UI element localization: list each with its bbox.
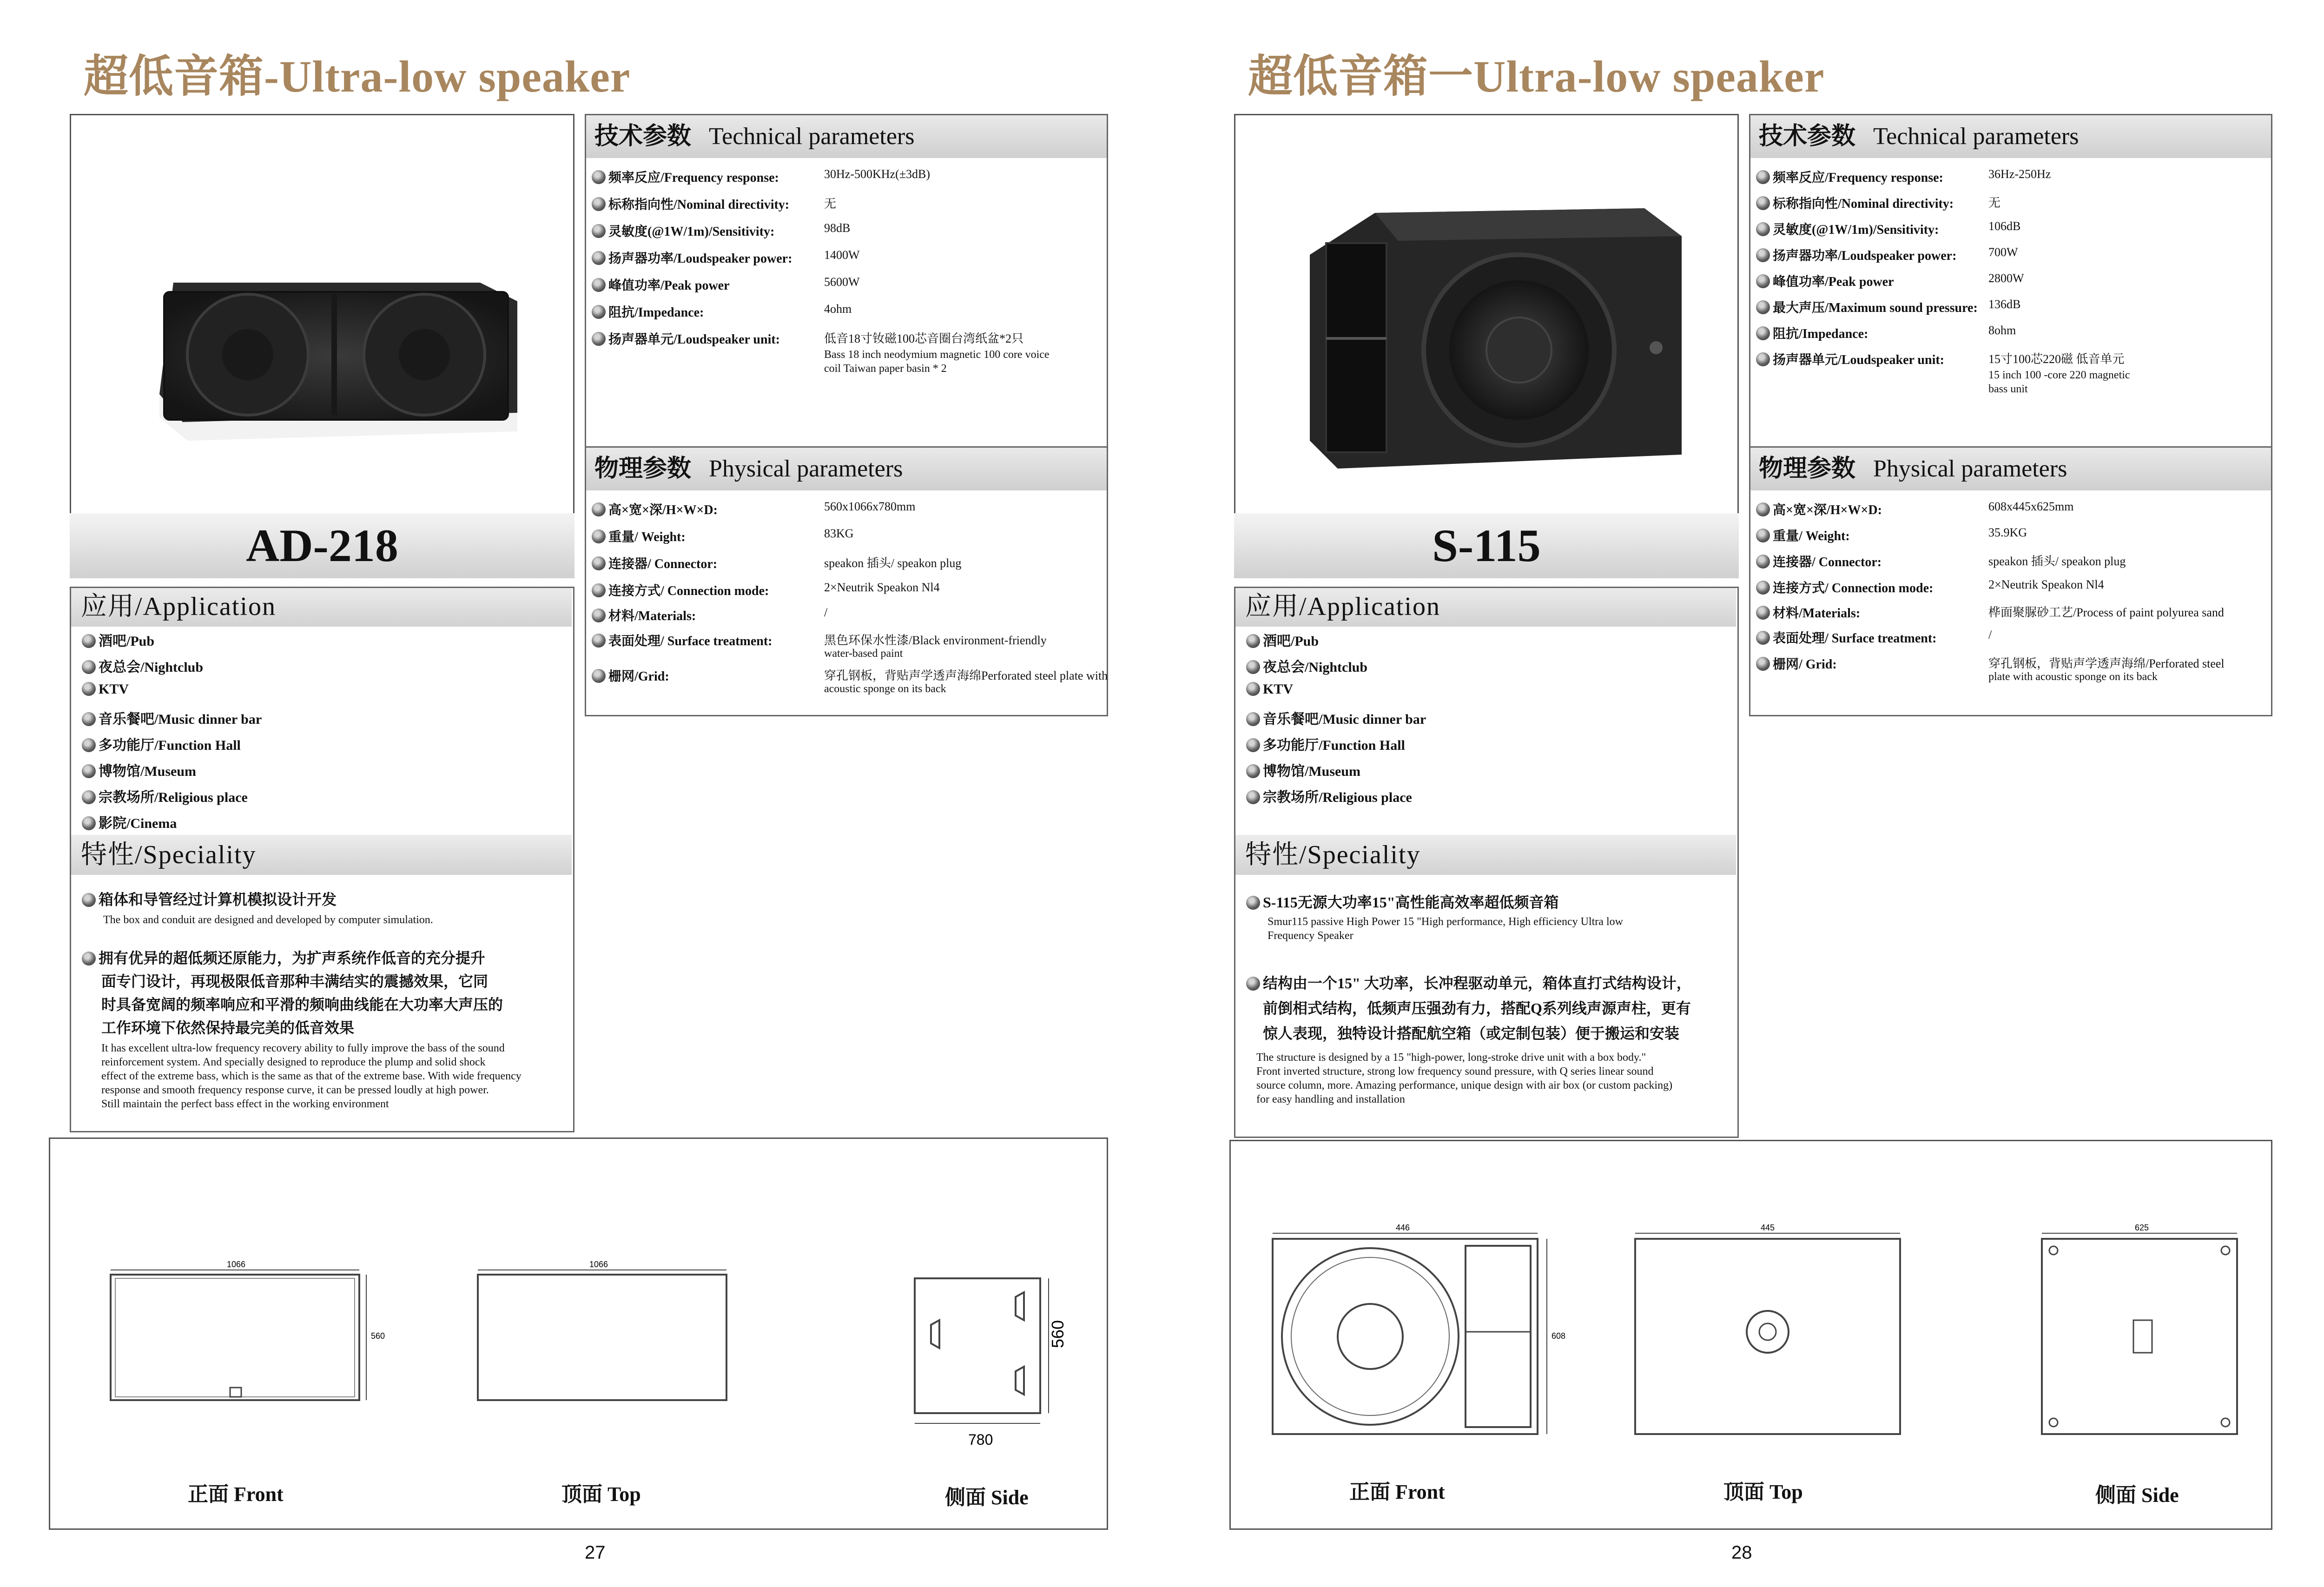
param-row: 标称指向性/Nominal directivity: 无 bbox=[592, 194, 789, 213]
speciality-en-line: response and smooth frequency response curve, it can be pressed loudly at high power. bbox=[101, 1084, 489, 1096]
physical-parameters-header bbox=[1750, 448, 2271, 490]
bullet-icon bbox=[1756, 326, 1770, 340]
param-row: 最大声压/Maximum sound pressure: 136dB bbox=[1756, 298, 1978, 316]
bullet-icon bbox=[1756, 657, 1770, 671]
bullet-icon bbox=[592, 608, 606, 622]
param-row: 连接方式/ Connection mode: 2×Neutrik Speakon Nl4 bbox=[1756, 578, 1933, 596]
side-height-dim: 560 bbox=[1048, 1320, 1067, 1348]
top-view-outline bbox=[1635, 1239, 1900, 1434]
param-row: 材料/Materials: / bbox=[592, 606, 696, 624]
application-item: 宗教场所/Religious place bbox=[1246, 786, 1412, 806]
dimension-drawings bbox=[49, 1137, 1108, 1530]
bullet-icon bbox=[1756, 248, 1770, 262]
technical-parameters-header bbox=[586, 115, 1107, 158]
speciality-point-en: The box and conduit are designed and developed by computer simulation. bbox=[103, 914, 433, 926]
bullet-icon bbox=[592, 197, 606, 211]
bullet-icon bbox=[1246, 682, 1260, 696]
bullet-icon bbox=[82, 682, 96, 696]
speciality-en-line: Front inverted structure, strong low frequency sound pressure, with Q series linear sound bbox=[1256, 1065, 1654, 1078]
top-view-label: 顶面 Top bbox=[1723, 1481, 1803, 1503]
speciality-en-line: The structure is designed by a 15 "high-power, long-stroke drive unit with a box body." bbox=[1256, 1051, 1646, 1064]
param-row: 材料/Materials: 桦面聚脲砂工艺/Process of paint polyurea sand bbox=[1756, 603, 1860, 622]
unit-detail-line: coil Taiwan paper basin * 2 bbox=[824, 363, 947, 375]
application-item: 多功能厅/Function Hall bbox=[82, 734, 241, 754]
bullet-icon bbox=[1756, 170, 1770, 184]
model-name: AD-218 bbox=[70, 513, 574, 578]
front-width-dim: 446 bbox=[1396, 1223, 1410, 1232]
top-width-dim: 1066 bbox=[589, 1260, 608, 1269]
bullet-icon bbox=[82, 738, 96, 752]
bullet-icon bbox=[82, 952, 96, 965]
param-row: 扬声器功率/Loudspeaker power: 700W bbox=[1756, 245, 1956, 264]
param-row: 频率反应/Frequency response: 36Hz-250Hz bbox=[1756, 167, 1943, 186]
speciality-en-line: Frequency Speaker bbox=[1268, 930, 1353, 942]
param-row: 连接器/ Connector: speakon 插头/ speakon plug bbox=[1756, 552, 1882, 570]
param-row: 连接方式/ Connection mode: 2×Neutrik Speakon Nl4 bbox=[592, 581, 769, 599]
application-item: 夜总会/Nightclub bbox=[82, 655, 203, 676]
bullet-icon bbox=[592, 251, 606, 265]
front-width-dim: 1066 bbox=[227, 1260, 246, 1269]
grid-detail-line: acoustic sponge on its back bbox=[824, 683, 946, 695]
bullet-icon bbox=[1756, 503, 1770, 516]
page-title: 超低音箱-Ultra-low speaker bbox=[84, 52, 631, 101]
param-row: 扬声器单元/Loudspeaker unit: 15寸100芯220磁 低音单元 bbox=[1756, 350, 1944, 368]
model-name: S-115 bbox=[1234, 513, 1739, 578]
product-photo bbox=[1234, 114, 1739, 516]
bullet-icon bbox=[1246, 896, 1260, 910]
surface-detail-line: water-based paint bbox=[824, 648, 903, 660]
bullet-icon bbox=[1246, 738, 1260, 752]
bullet-icon bbox=[1756, 606, 1770, 620]
speaker-s115-image bbox=[1235, 115, 1737, 514]
drawing-canvas bbox=[50, 1139, 1107, 1528]
bullet-icon bbox=[82, 893, 96, 907]
bullet-icon bbox=[592, 305, 606, 319]
param-row: 栅网/ Grid: 穿孔钢板，背贴声学透声海绵/Perforated steel bbox=[1756, 654, 1837, 673]
application-item: 音乐餐吧/Music dinner bar bbox=[82, 708, 262, 728]
bullet-icon bbox=[1756, 631, 1770, 645]
bullet-icon bbox=[592, 170, 606, 184]
bullet-icon bbox=[82, 712, 96, 726]
front-view-label: 正面 Front bbox=[1349, 1481, 1445, 1503]
param-row: 标称指向性/Nominal directivity: 无 bbox=[1756, 193, 1954, 212]
param-row: 重量/ Weight: 35.9KG bbox=[1756, 526, 1850, 544]
application-item: 博物馆/Museum bbox=[82, 760, 196, 780]
bullet-icon bbox=[592, 556, 606, 570]
application-item: KTV bbox=[1246, 681, 1293, 697]
speciality-point-line: 惊人表现，独特设计搭配航空箱（或定制包装）便于搬运和安装 bbox=[1263, 1025, 1680, 1042]
param-row: 阻抗/Impedance: 4ohm bbox=[592, 302, 704, 321]
speciality-en-line: source column, more. Amazing performance, unique design with air box (or custom packing) bbox=[1256, 1079, 1673, 1091]
bullet-icon bbox=[1756, 352, 1770, 366]
speciality-en-line: It has excellent ultra-low frequency recovery ability to fully improve the bass of the sound bbox=[101, 1042, 505, 1054]
bullet-icon bbox=[1756, 222, 1770, 236]
application-header: 应用/Application bbox=[1234, 587, 1736, 627]
technical-parameters-panel bbox=[585, 114, 1108, 456]
param-row: 高×宽×深/H×W×D: 608x445x625mm bbox=[1756, 500, 1882, 518]
dimension-drawings bbox=[1229, 1140, 2272, 1530]
physical-parameters-header bbox=[586, 448, 1107, 490]
bullet-icon bbox=[82, 816, 96, 830]
header-cn: 技术参数 bbox=[594, 123, 692, 150]
bullet-icon bbox=[1246, 712, 1260, 726]
page-28 bbox=[1164, 0, 2324, 1587]
front-height-dim: 608 bbox=[1552, 1331, 1566, 1341]
bullet-icon bbox=[82, 660, 96, 674]
bullet-icon bbox=[1246, 634, 1260, 648]
front-height-dim: 560 bbox=[371, 1331, 385, 1341]
front-view-label: 正面 Front bbox=[188, 1483, 284, 1506]
bullet-icon bbox=[592, 278, 606, 292]
application-item: 影院/Cinema bbox=[82, 812, 177, 832]
header-en: Physical parameters bbox=[1873, 456, 2067, 482]
param-row: 高×宽×深/H×W×D: 560x1066x780mm bbox=[592, 500, 718, 518]
product-photo bbox=[70, 114, 574, 516]
technical-parameters-panel bbox=[1749, 114, 2272, 456]
speciality-point-line: 时具备宽阔的频率响应和平滑的频响曲线能在大功率大声压的 bbox=[101, 996, 503, 1013]
application-item: 多功能厅/Function Hall bbox=[1246, 734, 1405, 754]
bullet-icon bbox=[1756, 581, 1770, 595]
speaker-ad218-image bbox=[71, 115, 573, 514]
bullet-icon bbox=[592, 583, 606, 597]
page-number: 27 bbox=[585, 1542, 606, 1563]
speciality-en-line: Still maintain the perfect bass effect in the working environment bbox=[101, 1098, 389, 1110]
speciality-point: 箱体和导管经过计算机模拟设计开发 bbox=[82, 888, 337, 911]
front-view-outline bbox=[111, 1275, 359, 1400]
param-row: 灵敏度(@1W/1m)/Sensitivity: 98dB bbox=[592, 221, 774, 240]
technical-parameters-header bbox=[1750, 115, 2271, 158]
param-row: 重量/ Weight: 83KG bbox=[592, 527, 686, 545]
application-item: 宗教场所/Religious place bbox=[82, 786, 248, 806]
physical-parameters-panel bbox=[1749, 446, 2272, 716]
speciality-point: 拥有优异的超低频还原能力，为扩声系统作低音的充分提升 bbox=[82, 946, 485, 970]
unit-detail-line: bass unit bbox=[1988, 383, 2028, 395]
speciality-point: S-115无源大功率15"高性能高效率超低频音箱 bbox=[1246, 891, 1558, 914]
application-item: 夜总会/Nightclub bbox=[1246, 655, 1367, 676]
page-title: 超低音箱一Ultra-low speaker bbox=[1248, 52, 1825, 101]
side-view-outline bbox=[2042, 1239, 2237, 1434]
param-row: 峰值功率/Peak power 2800W bbox=[1756, 271, 1894, 290]
bullet-icon bbox=[592, 332, 606, 346]
unit-detail-line: 15 inch 100 -core 220 magnetic bbox=[1988, 369, 2130, 381]
header-en: Technical parameters bbox=[1873, 123, 2079, 150]
bullet-icon bbox=[592, 634, 606, 648]
bullet-icon bbox=[1756, 555, 1770, 569]
speciality-en-line: for easy handling and installation bbox=[1256, 1093, 1405, 1105]
bullet-icon bbox=[592, 224, 606, 238]
bullet-icon bbox=[1246, 660, 1260, 674]
bullet-icon bbox=[1246, 977, 1260, 991]
application-item: 酒吧/Pub bbox=[82, 629, 154, 650]
top-width-dim: 445 bbox=[1761, 1223, 1775, 1232]
grid-detail-line: plate with acoustic sponge on its back bbox=[1988, 671, 2158, 683]
param-row: 表面处理/ Surface treatment: 黑色环保水性漆/Black environment-friendly bbox=[592, 631, 772, 649]
bullet-icon bbox=[82, 790, 96, 804]
bullet-icon bbox=[592, 529, 606, 543]
bullet-icon bbox=[592, 669, 606, 683]
application-header: 应用/Application bbox=[70, 587, 572, 627]
param-row: 表面处理/ Surface treatment: / bbox=[1756, 628, 1937, 647]
top-view-label: 顶面 Top bbox=[561, 1483, 641, 1506]
speciality-en-line: effect of the extreme bass, which is the same as that of the extreme base. With wide frequency bbox=[101, 1070, 522, 1082]
bullet-icon bbox=[1756, 529, 1770, 542]
side-depth-dim: 780 bbox=[968, 1431, 993, 1448]
application-item: 酒吧/Pub bbox=[1246, 629, 1319, 650]
param-row: 峰值功率/Peak power 5600W bbox=[592, 275, 730, 294]
drawing-canvas bbox=[1231, 1141, 2271, 1528]
bullet-icon bbox=[82, 764, 96, 778]
speciality-point-line: 工作环境下依然保持最完美的低音效果 bbox=[101, 1019, 355, 1036]
application-item: 博物馆/Museum bbox=[1246, 760, 1360, 780]
param-row: 灵敏度(@1W/1m)/Sensitivity: 106dB bbox=[1756, 219, 1939, 238]
header-en: Technical parameters bbox=[709, 123, 915, 150]
header-cn: 物理参数 bbox=[594, 456, 692, 482]
top-view-outline bbox=[478, 1275, 726, 1400]
bullet-icon bbox=[1756, 196, 1770, 210]
speciality-point-line: 面专门设计，再现极限低音那种丰满结实的震撼效果，它同 bbox=[101, 973, 489, 990]
page-number: 28 bbox=[1731, 1542, 1752, 1563]
header-cn: 技术参数 bbox=[1759, 123, 1856, 150]
bullet-icon bbox=[82, 634, 96, 648]
param-row: 连接器/ Connector: speakon 插头/ speakon plug bbox=[592, 554, 717, 572]
param-row: 扬声器功率/Loudspeaker power: 1400W bbox=[592, 248, 792, 267]
physical-parameters-panel bbox=[585, 446, 1108, 716]
application-item: 音乐餐吧/Music dinner bar bbox=[1246, 708, 1426, 728]
side-view-label: 侧面 Side bbox=[2095, 1484, 2179, 1507]
bullet-icon bbox=[1756, 300, 1770, 314]
side-width-dim: 625 bbox=[2135, 1223, 2149, 1232]
param-row: 栅网/Grid: 穿孔钢板，背贴声学透声海绵Perforated steel plate with bbox=[592, 666, 669, 685]
speciality-en-line: Smur115 passive High Power 15 "High performance, High efficiency Ultra low bbox=[1268, 916, 1623, 928]
bullet-icon bbox=[1246, 764, 1260, 778]
header-cn: 物理参数 bbox=[1759, 456, 1856, 482]
speciality-header: 特性/Speciality bbox=[70, 835, 572, 875]
bullet-icon bbox=[1246, 790, 1260, 804]
speciality-en-line: reinforcement system. And specially designed to reproduce the plump and solid shock bbox=[101, 1056, 486, 1068]
application-item: KTV bbox=[82, 681, 129, 697]
speciality-header: 特性/Speciality bbox=[1234, 835, 1736, 875]
bullet-icon bbox=[592, 503, 606, 516]
speciality-point: 结构由一个15" 大功率，长冲程驱动单元，箱体直打式结构设计， bbox=[1246, 972, 1691, 995]
header-en: Physical parameters bbox=[709, 456, 903, 482]
front-view-outline bbox=[1273, 1239, 1538, 1434]
unit-detail-line: Bass 18 inch neodymium magnetic 100 core voice bbox=[824, 349, 1050, 361]
bullet-icon bbox=[1756, 274, 1770, 288]
param-row: 扬声器单元/Loudspeaker unit: 低音18寸钕磁100芯音圈台湾纸盆*2只 bbox=[592, 329, 780, 348]
side-view-label: 侧面 Side bbox=[945, 1486, 1029, 1509]
param-row: 频率反应/Frequency response: 30Hz-500KHz(±3dB) bbox=[592, 167, 779, 186]
param-row: 阻抗/Impedance: 8ohm bbox=[1756, 324, 1868, 342]
speciality-point-line: 前倒相式结构，低频声压强劲有力，搭配Q系列线声源声柱，更有 bbox=[1263, 1000, 1691, 1017]
